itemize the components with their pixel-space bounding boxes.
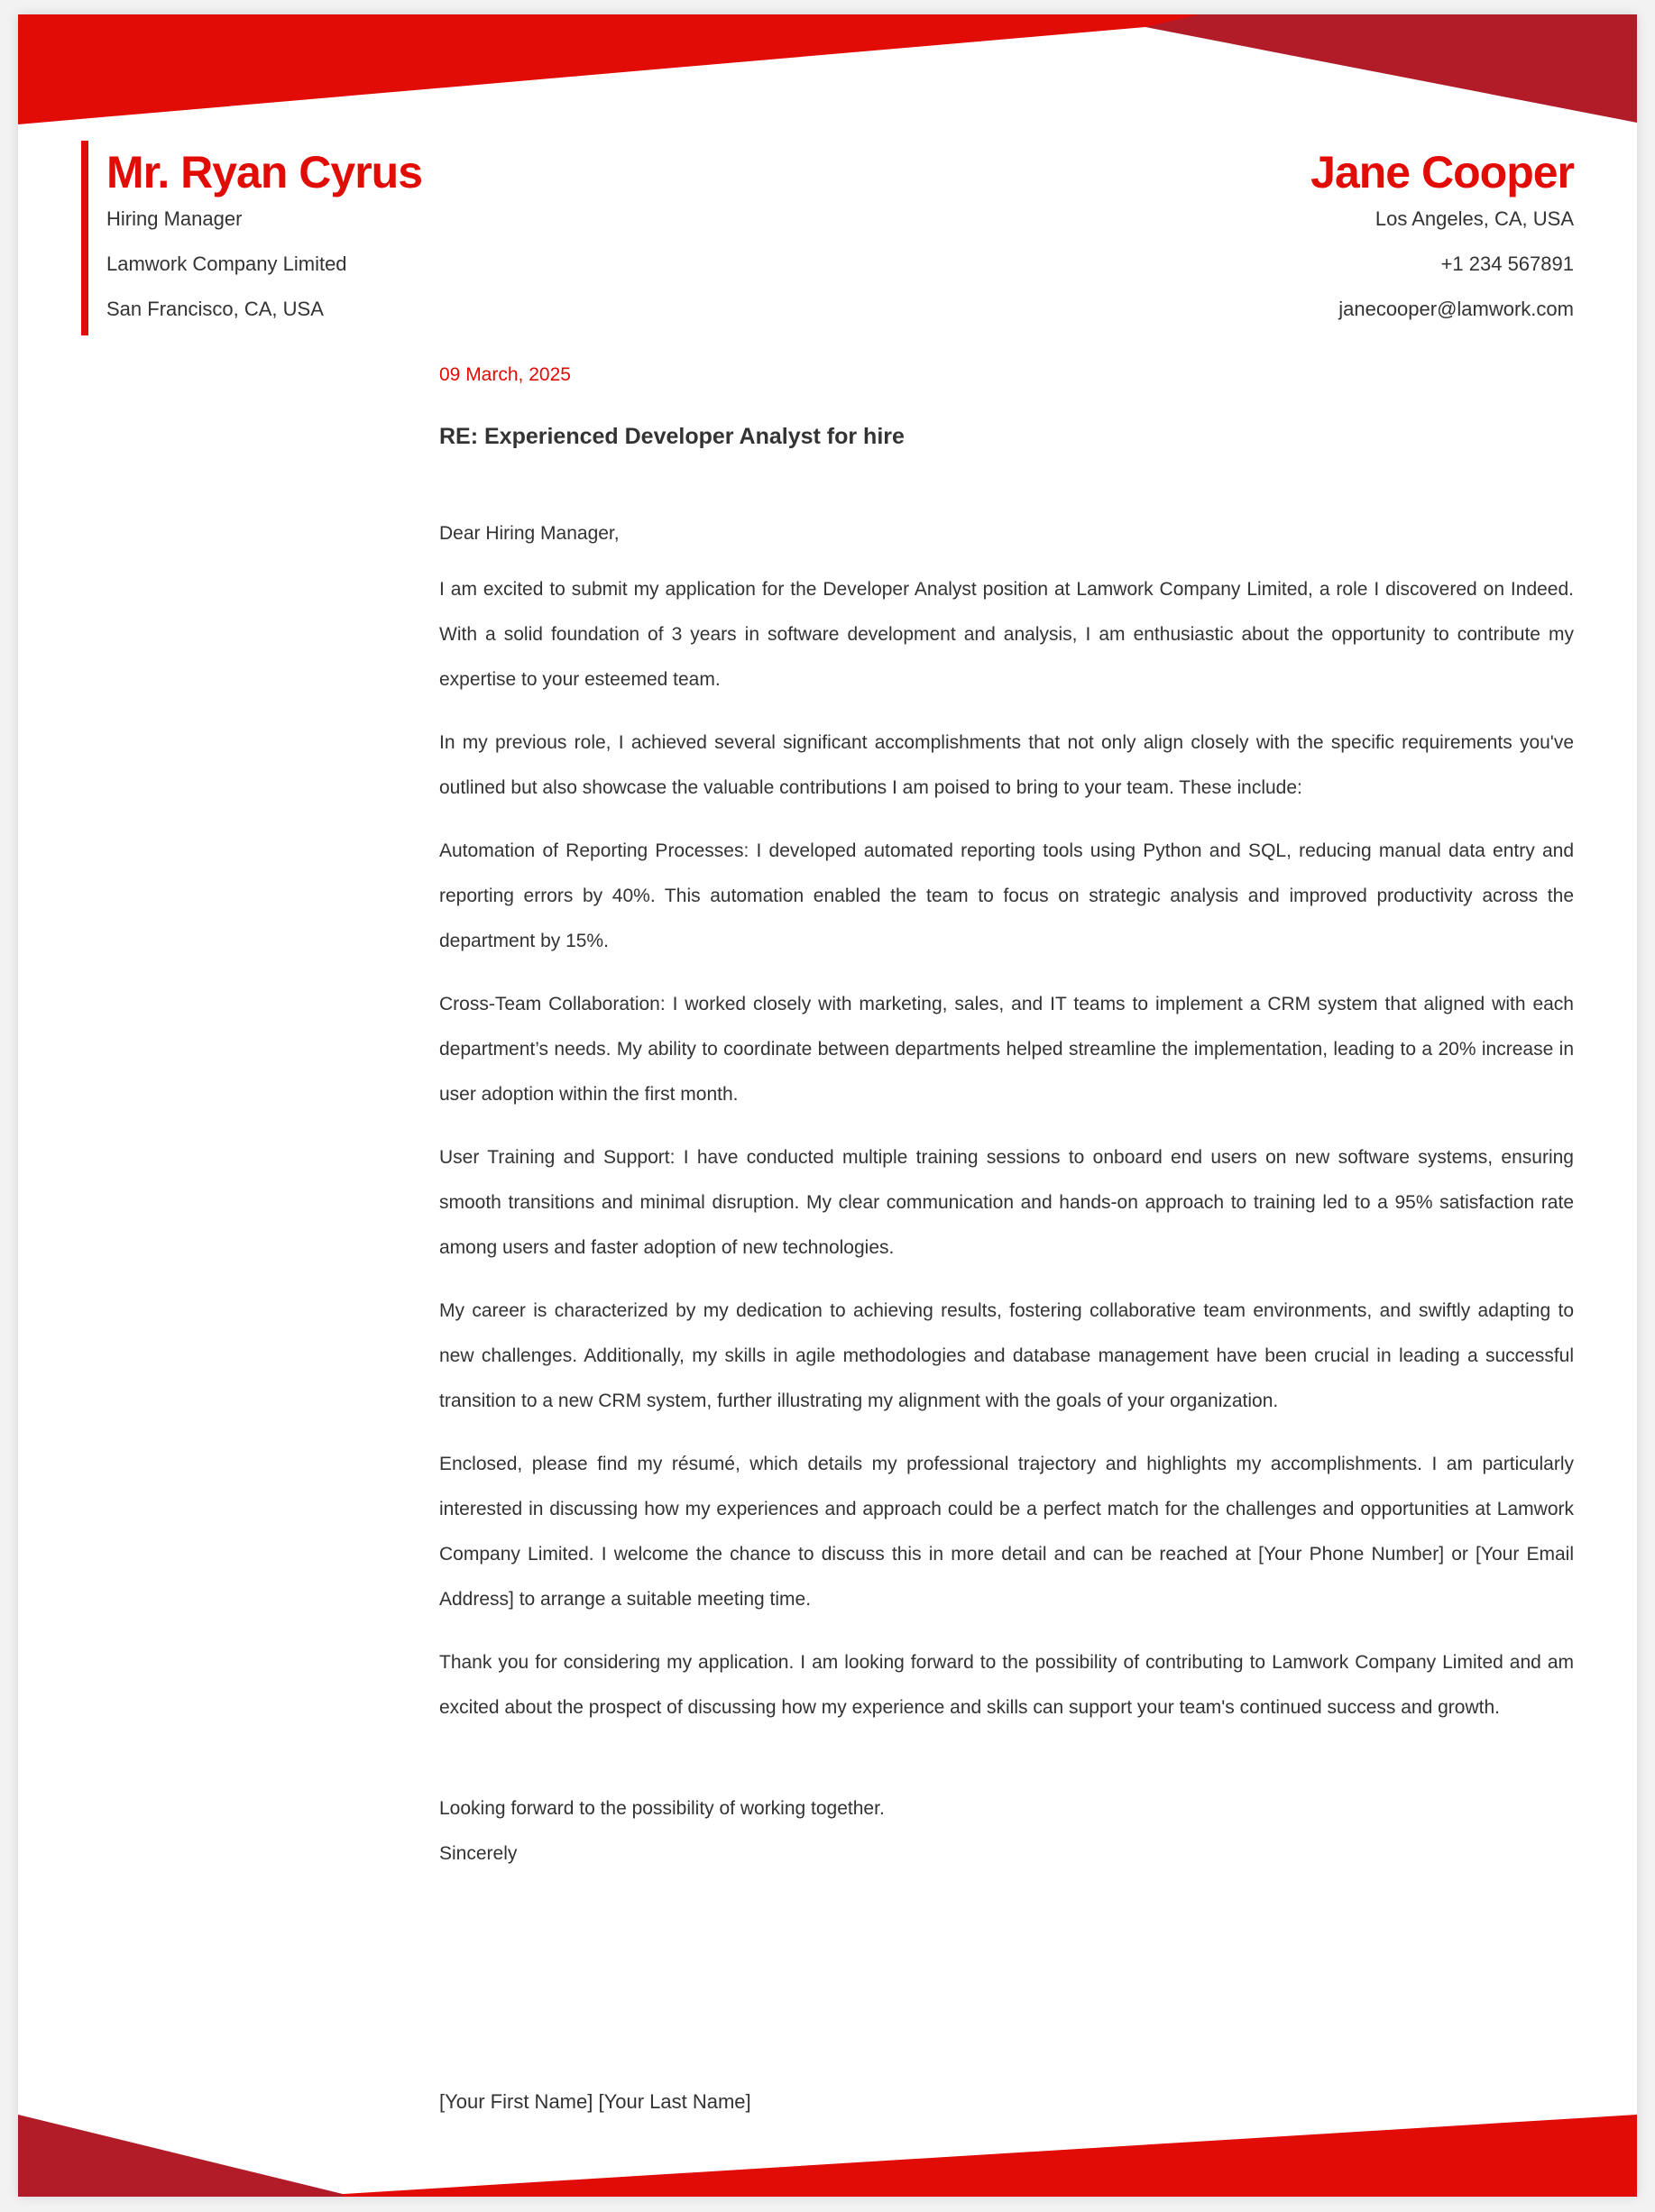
body-paragraph: Thank you for considering my application. I am looking forward to the possibility of contributing to Lamwork Company Limited and am excited about the prospect of discussing how my experience and skills can support your team's continued success and growth. [439,1652,1574,1718]
body-paragraph: I am excited to submit my application for the Developer Analyst position at Lamwork Company Limited, a role I discovered on Indeed. With a solid foundation of 3 years in software development and analysis, I am enthusiastic about the opportunity to contribute my expertise to your esteemed team. [439,579,1574,690]
letter-date: 09 March, 2025 [439,364,571,385]
footer-darkred-shape [18,2115,343,2197]
letter-page [18,14,1637,2197]
recipient-location: San Francisco, CA, USA [106,298,324,320]
body-paragraph: Cross-Team Collaboration: I worked closely with marketing, sales, and IT teams to implement a CRM system that aligned with each department’s needs. My ability to coordinate between departments helped streamline the implementation, leading to a 20% increase in user adoption within the first month. [439,994,1574,1105]
letter-signature: [Your First Name] [Your Last Name] [439,2090,751,2113]
sender-name: Jane Cooper [1310,147,1574,197]
recipient-title: Hiring Manager [106,207,243,230]
recipient-name: Mr. Ryan Cyrus [106,147,423,197]
recipient-company: Lamwork Company Limited [106,252,347,275]
body-paragraph: In my previous role, I achieved several significant accomplishments that not only align closely with the specific requirements you've outlined but also showcase the valuable contributions I am poised to bring to your team. These include: [439,732,1574,798]
recipient-block [81,141,422,335]
header-darkred-shape [1145,14,1637,123]
letter-closing: Looking forward to the possibility of working together. [439,1798,885,1819]
letter-signoff: Sincerely [439,1843,518,1864]
sender-block [1310,148,1574,332]
body-paragraph: Automation of Reporting Processes: I developed automated reporting tools using Python and SQL, reducing manual data entry and reporting errors by 40%. This automation enabled the team to focus on strategic analysis and improved productivity across the department by 15%. [439,840,1574,951]
sender-phone: +1 234 567891 [1440,252,1574,275]
letter-subject: RE: Experienced Developer Analyst for hire [439,424,905,449]
letter-body [439,360,1574,1877]
letter-salutation: Dear Hiring Manager, [439,523,620,544]
body-paragraph: User Training and Support: I have conducted multiple training sessions to onboard end users on new software systems, ensuring smooth transitions and minimal disruption. My clear communication and hands-on approach to training led to a 95% satisfaction rate among users and faster adoption of new technologies. [439,1147,1574,1258]
footer-banner [18,2115,1637,2197]
sender-email: janecooper@lamwork.com [1338,298,1574,320]
header-banner [18,14,1637,126]
body-paragraph: Enclosed, please find my résumé, which details my professional trajectory and highlights my accomplishments. I am particularly interested in discussing how my experiences and approach could be a perfect match for the challenges and opportunities at Lamwork Company Limited. I welcome the chance to discuss this in more detail and can be reached at [Your Phone Number] or [Your Email Address] to arrange a suitable meeting time. [439,1454,1574,1610]
body-paragraph: My career is characterized by my dedication to achieving results, fostering collaborative team environments, and swiftly adapting to new challenges. Additionally, my skills in agile methodologies and database management have been crucial in leading a successful transition to a new CRM system, further illustrating my alignment with the goals of your organization. [439,1300,1574,1411]
sender-location: Los Angeles, CA, USA [1375,207,1574,230]
